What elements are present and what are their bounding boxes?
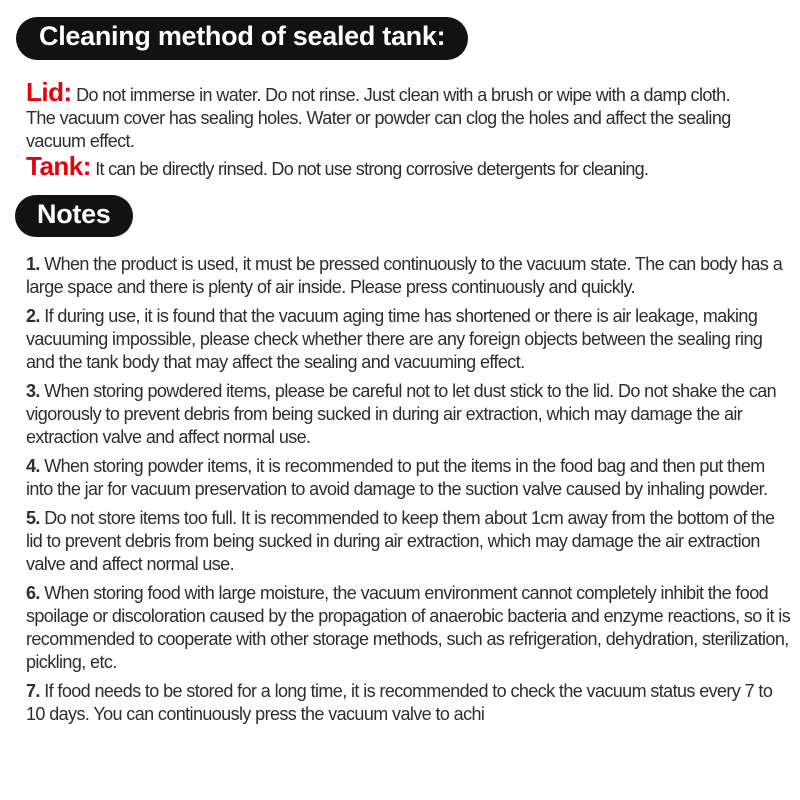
note-number: 7.: [26, 681, 40, 702]
note-number: 1.: [26, 254, 40, 275]
cover-paragraph: [26, 107, 792, 153]
note-text: When storing food with large moisture, the vacuum environment cannot completely inhibit the food spoilage or discoloration caused by the propagation of anaerobic bacteria and enzyme reactions, so it is recommended to cooperate with other storage methods, such as refrigeration, dehydration, sterilization, pickling, etc.: [26, 583, 791, 673]
note-item: [26, 507, 792, 576]
cleaning-section: [26, 76, 792, 181]
note-text: If food needs to be stored for a long time, it is recommended to check the vacuum status every 7 to 10 days. You can continuously press the vacuum valve to achi: [26, 681, 773, 725]
note-item: [26, 582, 792, 674]
note-item: [26, 680, 792, 726]
notes-heading: Notes: [15, 195, 133, 238]
notes-list: [26, 253, 792, 726]
note-item: [26, 455, 792, 501]
note-text: When storing powder items, it is recommended to put the items in the food bag and then put them into the jar for vacuum preservation to avoid damage to the suction valve caused by inhaling powder.: [26, 456, 768, 500]
tank-paragraph: [26, 150, 792, 181]
note-number: 5.: [26, 508, 40, 529]
note-text: Do not store items too full. It is recommended to keep them about 1cm away from the bottom of the lid to prevent debris from being sucked in during air extraction, which may damage the air extraction valve and affect normal use.: [26, 508, 775, 575]
note-number: 2.: [26, 306, 40, 327]
note-item: [26, 305, 792, 374]
note-text: When storing powdered items, please be careful not to let dust stick to the lid. Do not shake the can vigorously to prevent debris from being sucked in during air extraction, which may damage the air extraction valve and affect normal use.: [26, 381, 777, 448]
note-number: 3.: [26, 381, 40, 402]
note-number: 4.: [26, 456, 40, 477]
lid-paragraph: [26, 76, 792, 107]
note-item: [26, 380, 792, 449]
tank-text: It can be directly rinsed. Do not use strong corrosive detergents for cleaning.: [95, 158, 649, 179]
tank-label: Tank:: [26, 150, 91, 181]
lid-label: Lid:: [26, 76, 72, 107]
lid-text: Do not immerse in water. Do not rinse. Just clean with a brush or wipe with a damp cloth.: [76, 84, 730, 105]
note-item: [26, 253, 792, 299]
page-title: Cleaning method of sealed tank:: [16, 17, 468, 60]
note-text: When the product is used, it must be pressed continuously to the vacuum state. The can body has a large space and there is plenty of air inside. Please press continuously and quickly.: [26, 254, 783, 298]
note-number: 6.: [26, 583, 40, 604]
cover-text: The vacuum cover has sealing holes. Water or powder can clog the holes and affect the sealing vacuum effect.: [26, 107, 731, 151]
note-text: If during use, it is found that the vacuum aging time has shortened or there is air leakage, making vacuuming impossible, please check whether there are any foreign objects between the sealing ring and the tank body that may affect the sealing and vacuuming effect.: [26, 306, 763, 373]
